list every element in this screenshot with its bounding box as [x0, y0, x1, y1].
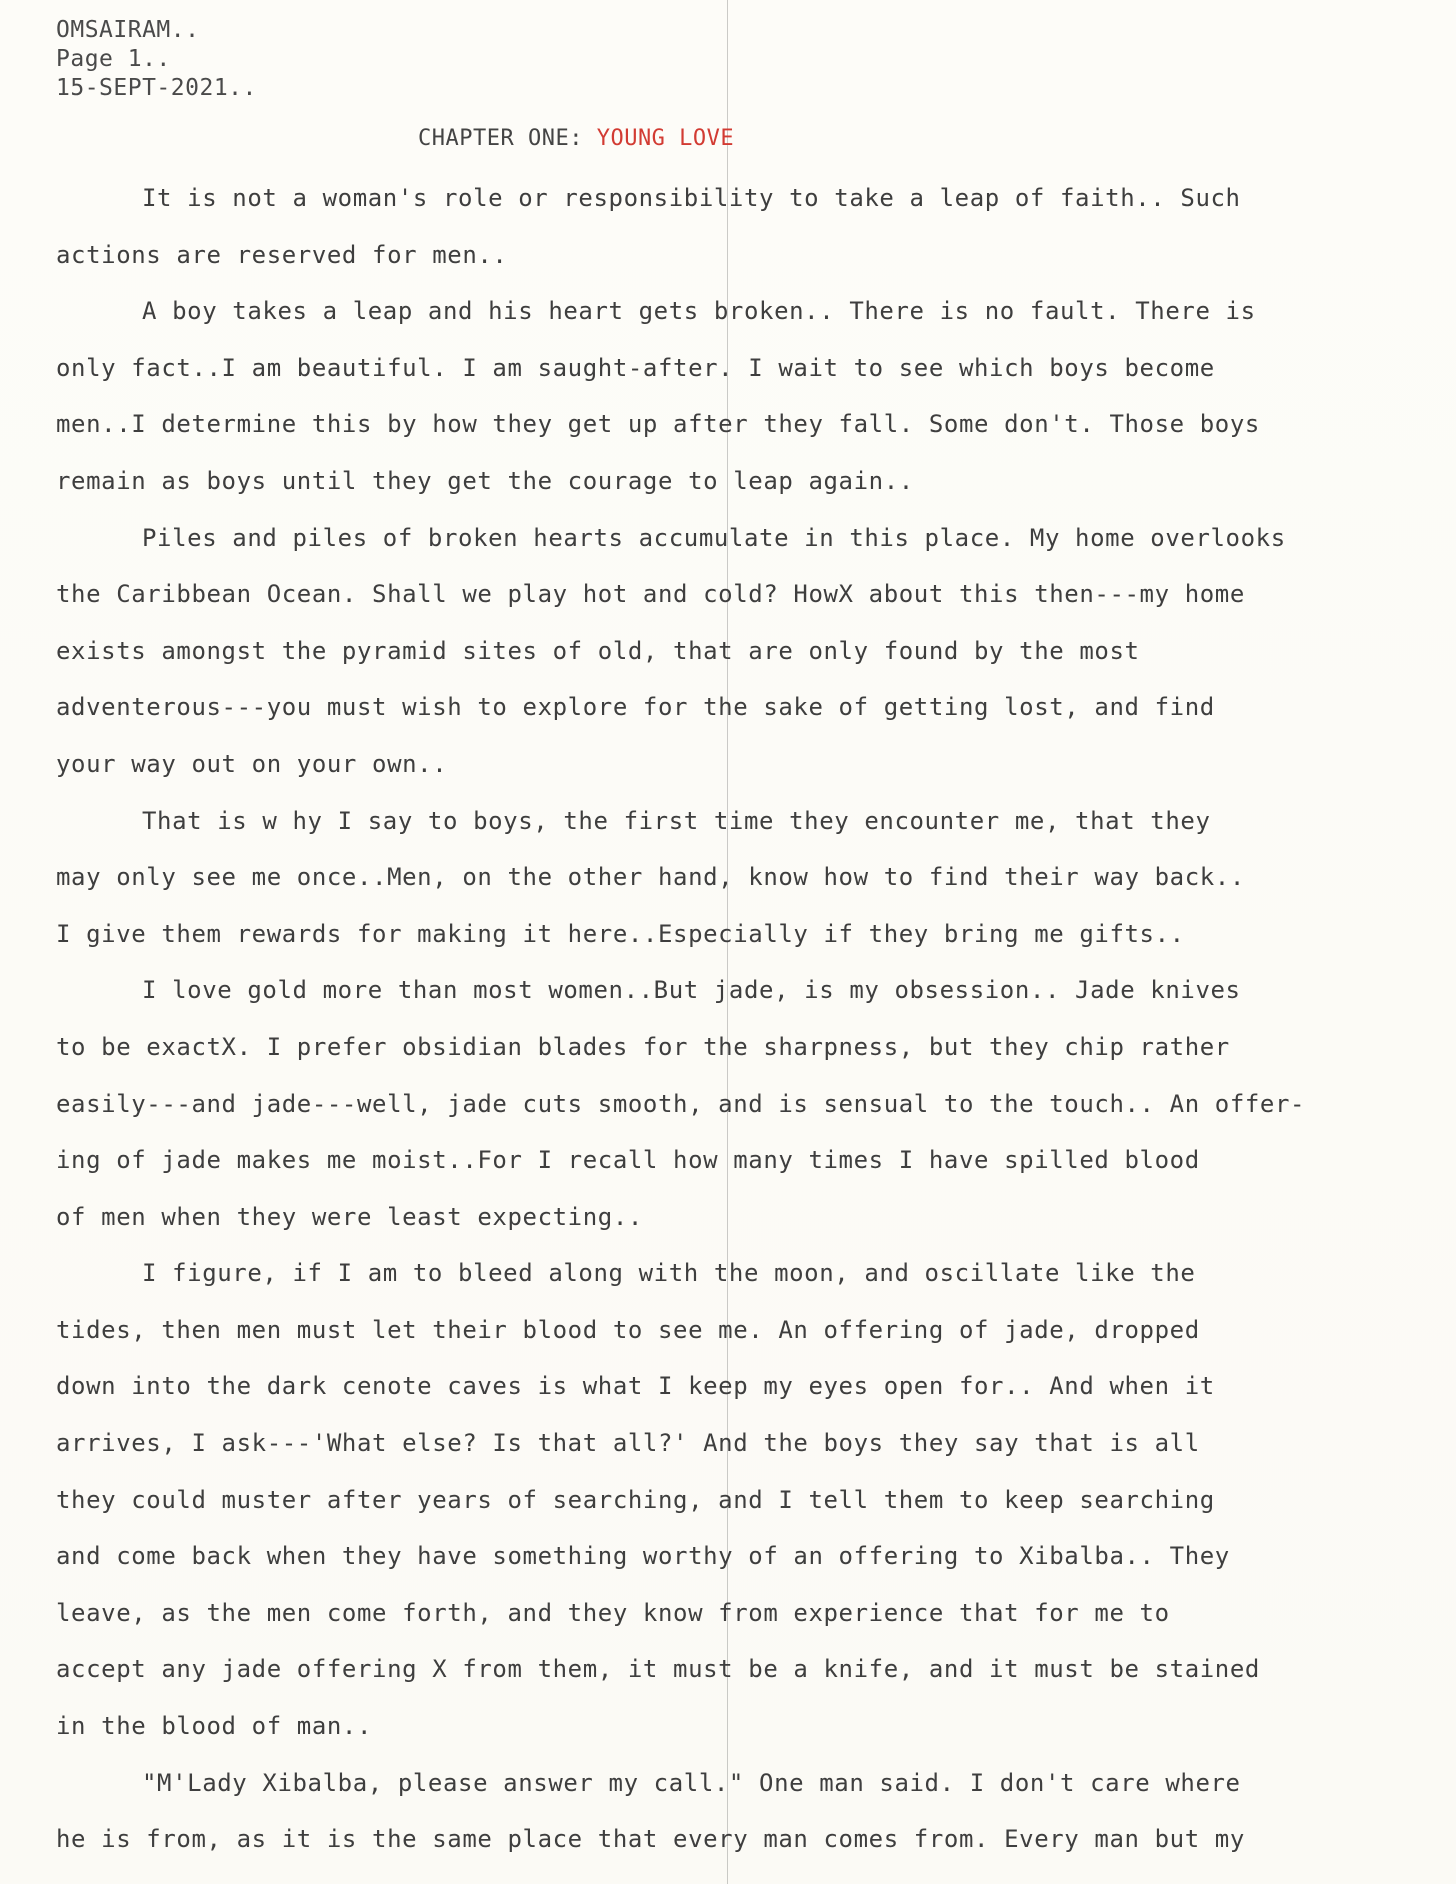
text-line: he is from, as it is the same place that every man comes from. Every man but my — [56, 1825, 1245, 1854]
text-line: I figure, if I am to bleed along with the moon, and oscillate like the — [142, 1259, 1196, 1288]
text-line: men..I determine this by how they get up after they fall. Some don't. Those boys — [56, 410, 1260, 439]
text-line: I give them rewards for making it here..Especially if they bring me gifts.. — [56, 919, 1185, 948]
text-line: they could muster after years of searching, and I tell them to keep searching — [56, 1485, 1215, 1514]
text-line: to be exactX. I prefer obsidian blades for the sharpness, but they chip rather — [56, 1032, 1230, 1061]
text-line: in the blood of man.. — [56, 1712, 373, 1741]
chapter-label: CHAPTER ONE: — [418, 126, 583, 151]
text-line: That is w hy I say to boys, the first time they encounter me, that they — [142, 806, 1211, 835]
text-line: adventerous---you must wish to explore for the sake of getting lost, and find — [56, 693, 1215, 722]
text-line: may only see me once..Men, on the other hand, know how to find their way back.. — [56, 863, 1245, 892]
text-line: your way out on your own.. — [56, 749, 448, 778]
text-line: I love gold more than most women..But jade, is my obsession.. Jade knives — [142, 976, 1241, 1005]
text-line: actions are reserved for men.. — [56, 240, 508, 269]
text-line: It is not a woman's role or responsibility to take a leap of faith.. Such — [142, 184, 1241, 212]
text-line: of men when they were least expecting.. — [56, 1202, 643, 1231]
text-line: down into the dark cenote caves is what I keep my eyes open for.. And when it — [56, 1372, 1215, 1401]
text-line: arrives, I ask---'What else? Is that all?' And the boys they say that is all — [56, 1429, 1200, 1458]
text-line: and come back when they have something worthy of an offering to Xibalba.. They — [56, 1542, 1230, 1571]
text-line: accept any jade offering X from them, it must be a knife, and it must be stained — [56, 1655, 1260, 1684]
header-line-2: Page 1.. — [56, 46, 171, 72]
page-header — [56, 16, 257, 103]
text-line: remain as boys until they get the courage to leap again.. — [56, 466, 914, 495]
text-line: ing of jade makes me moist..For I recall how many times I have spilled blood — [56, 1146, 1200, 1175]
text-line: easily---and jade---well, jade cuts smooth, and is sensual to the touch.. An offer- — [56, 1089, 1306, 1118]
text-line: Piles and piles of broken hearts accumulate in this place. My home overlooks — [142, 523, 1286, 552]
text-line: A boy takes a leap and his heart gets broken.. There is no fault. There is — [142, 297, 1256, 326]
chapter-title: YOUNG LOVE — [596, 126, 735, 151]
header-line-3: 15-SEPT-2021.. — [56, 75, 257, 101]
text-line: leave, as the men come forth, and they know from experience that for me to — [56, 1598, 1170, 1627]
header-line-1: OMSAIRAM.. — [56, 17, 200, 43]
text-line: exists amongst the pyramid sites of old, that are only found by the most — [56, 636, 1140, 665]
chapter-heading — [418, 126, 734, 151]
text-line: the Caribbean Ocean. Shall we play hot and cold? HowX about this then---my home — [56, 580, 1245, 609]
text-line: only fact..I am beautiful. I am saught-after. I wait to see which boys become — [56, 353, 1215, 382]
body-text — [56, 170, 1446, 1868]
text-line: "M'Lady Xibalba, please answer my call." One man said. I don't care where — [142, 1768, 1241, 1797]
text-line: tides, then men must let their blood to see me. An offering of jade, dropped — [56, 1315, 1200, 1344]
